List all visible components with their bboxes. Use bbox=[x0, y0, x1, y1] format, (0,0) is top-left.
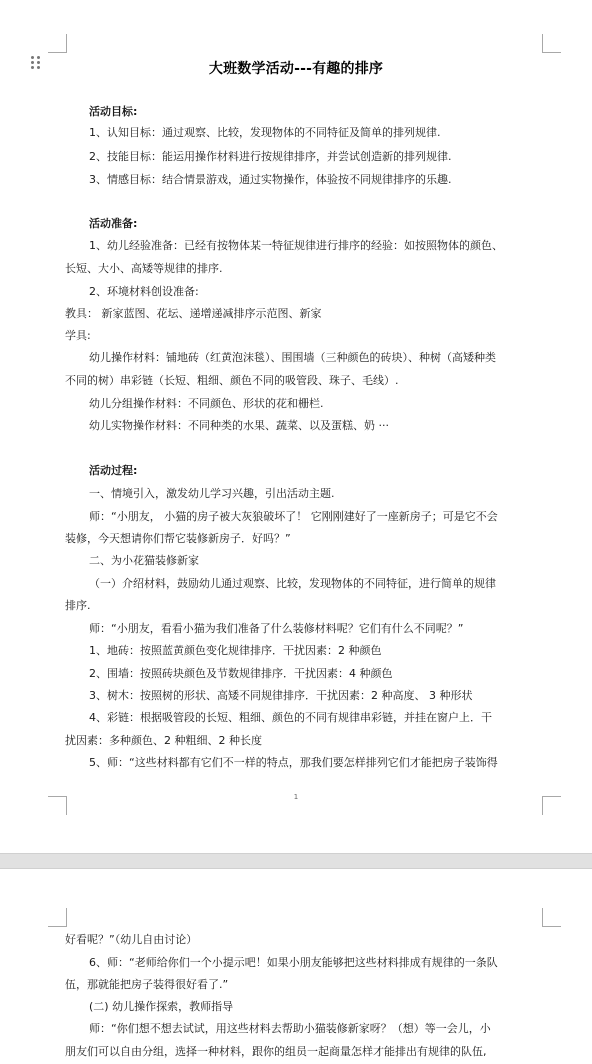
text-line: 幼儿操作材料：铺地砖（红黄泡沫毯）、围围墙（三种颜色的砖块）、种树（高矮种类 bbox=[89, 351, 496, 364]
text-line: 师：“小朋友，看看小猫为我们准备了什么装修材料呢？它们有什么不同呢？” bbox=[89, 622, 464, 635]
text-line: 排序. bbox=[65, 599, 91, 612]
text-line: 师：“小朋友， 小猫的房子被大灰狼破坏了！ 它刚刚建好了一座新房子；可是它不会 bbox=[89, 510, 498, 523]
text-line: 6、师：“老师给你们一个小提示吧！如果小朋友能够把这些材料排成有规律的一条队 bbox=[89, 956, 498, 969]
text-line: 2、围墙：按照砖块颜色及节数规律排序．干扰因素：4 种颜色 bbox=[89, 667, 393, 680]
text-line: 装修，今天想请你们帮它装修新房子．好吗？” bbox=[65, 532, 291, 545]
document-page-2 bbox=[0, 869, 592, 1064]
crop-mark-top-right bbox=[542, 34, 561, 53]
section-heading-goals: 活动目标: bbox=[89, 105, 138, 118]
text-line: 朋友们可以自由分组，选择一种材料，跟你的组员一起商量怎样才能排出有规律的队伍, bbox=[65, 1045, 487, 1058]
text-line: 4、彩链：根据吸管段的长短、粗细、颜色的不同有规律串彩链，并挂在窗户上．干 bbox=[89, 711, 492, 724]
text-line: 1、幼儿经验准备：已经有按物体某一特征规律进行排序的经验：如按照物体的颜色、 bbox=[89, 239, 503, 252]
text-line: 3、情感目标：结合情景游戏，通过实物操作，体验按不同规律排序的乐趣. bbox=[89, 173, 452, 186]
page-number: 1 bbox=[293, 793, 299, 801]
text-line: 一、情境引入，激发幼儿学习兴趣，引出活动主题. bbox=[89, 487, 335, 500]
text-line: 好看呢？”（幼儿自由讨论） bbox=[65, 933, 198, 946]
section-heading-preparation: 活动准备: bbox=[89, 217, 138, 230]
text-line: 1、认知目标：通过观察、比较，发现物体的不同特征及简单的排列规律. bbox=[89, 126, 441, 139]
text-line: (二) 幼儿操作探索，教师指导 bbox=[89, 1000, 234, 1013]
text-line: 二、为小花猫装修新家 bbox=[89, 554, 199, 567]
text-line: 1、地砖：按照蓝黄颜色变化规律排序．干扰因素：2 种颜色 bbox=[89, 644, 382, 657]
section-heading-process: 活动过程: bbox=[89, 464, 138, 477]
crop-mark-top-left bbox=[48, 34, 67, 53]
text-line: 长短、大小、高矮等规律的排序. bbox=[65, 262, 223, 275]
text-line: 教具： 新家蓝图、花坛、递增递减排序示范图、新家 bbox=[65, 307, 322, 320]
text-line: 3、树木：按照树的形状、高矮不同规律排序．干扰因素：2 种高度、 3 种形状 bbox=[89, 689, 473, 702]
text-line: （一）介绍材料，鼓励幼儿通过观察、比较，发现物体的不同特征，进行简单的规律 bbox=[89, 577, 496, 590]
text-line: 伍，那就能把房子装得很好看了.” bbox=[65, 978, 229, 991]
crop-mark-top-left bbox=[48, 908, 67, 927]
page-separator bbox=[0, 853, 592, 869]
text-line: 2、技能目标：能运用操作材料进行按规律排序，并尝试创造新的排列规律. bbox=[89, 150, 452, 163]
text-line: 师：“你们想不想去试试，用这些材料去帮助小猫装修新家呀？（想）等一会儿，小 bbox=[89, 1022, 491, 1035]
text-line: 幼儿实物操作材料：不同种类的水果、蔬菜、以及蛋糕、奶 ··· bbox=[89, 419, 389, 432]
document-title: 大班数学活动---有趣的排序 bbox=[208, 61, 384, 77]
text-line: 幼儿分组操作材料：不同颜色、形状的花和栅栏. bbox=[89, 397, 324, 410]
crop-mark-top-right bbox=[542, 908, 561, 927]
text-line: 不同的树）串彩链（长短、粗细、颜色不同的吸管段、珠子、毛线）. bbox=[65, 374, 399, 387]
text-line: 学具: bbox=[65, 329, 91, 342]
text-line: 扰因素：多种颜色、2 种粗细、2 种长度 bbox=[65, 734, 262, 747]
text-line: 2、环境材料创设准备: bbox=[89, 285, 199, 298]
text-line: 5、师：“这些材料都有它们不一样的特点，那我们要怎样排列它们才能把房子装饰得 bbox=[89, 756, 498, 769]
